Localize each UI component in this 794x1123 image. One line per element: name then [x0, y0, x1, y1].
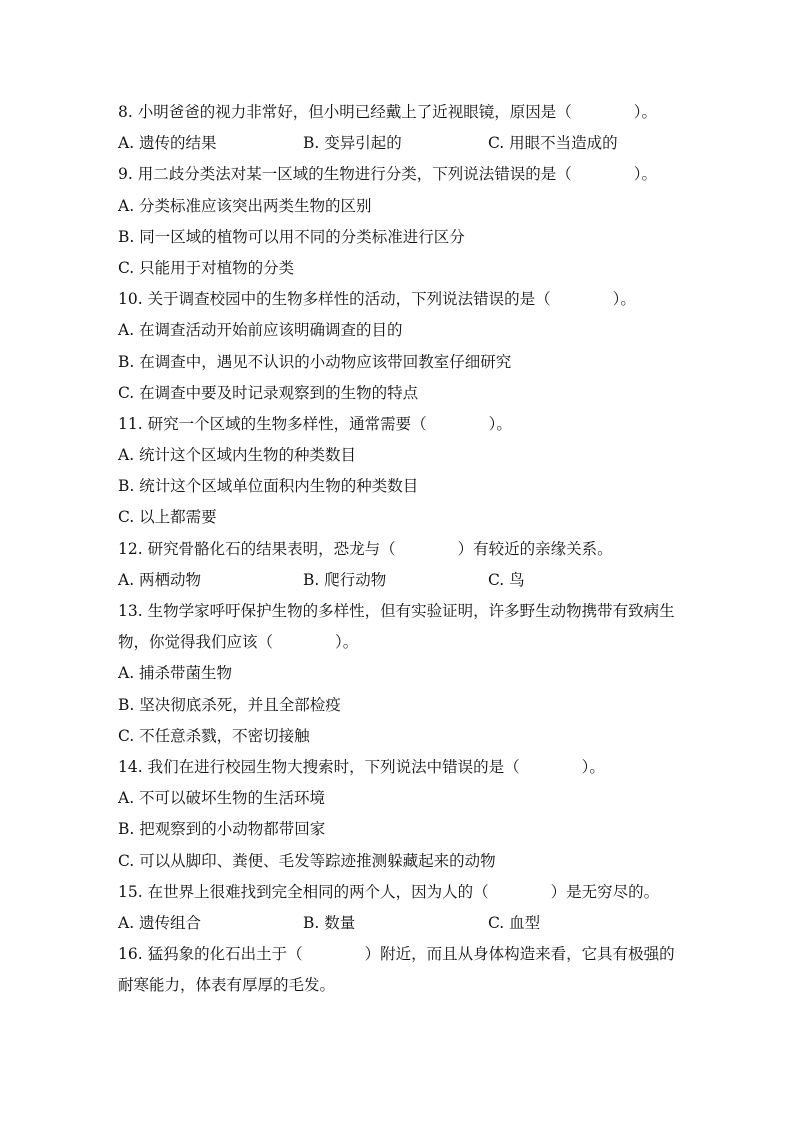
question-stem: 8. 小明爸爸的视力非常好，但小明已经戴上了近视眼镜，原因是（ ）。 — [118, 103, 657, 121]
option: A. 统计这个区域内生物的种类数目 — [118, 446, 357, 465]
option: A. 不可以破坏生物的生活环境 — [118, 789, 326, 808]
option: A. 遗传的结果 — [118, 134, 217, 153]
option: C. 只能用于对植物的分类 — [118, 258, 295, 277]
option: B. 变异引起的 — [303, 134, 402, 153]
option-row — [118, 128, 678, 159]
option: A. 在调查活动开始前应该明确调查的目的 — [118, 321, 403, 340]
option: A. 分类标准应该突出两类生物的区别 — [118, 196, 372, 215]
option: C. 在调查中要及时记录观察到的生物的特点 — [118, 383, 419, 402]
option: B. 数量 — [303, 913, 356, 932]
question-stem: 14. 我们在进行校园生物大搜索时，下列说法中错误的是（ ）。 — [118, 757, 605, 776]
question-list — [118, 97, 678, 1002]
option-row — [118, 565, 678, 596]
question-stem: 13. 生物学家呼吁保护生物的多样性，但有实验证明，许多野生动物携带有致病生物，你觉得我们应该（ ）。 — [118, 602, 675, 652]
question-stem: 11. 研究一个区域的生物多样性，通常需要（ ）。 — [118, 414, 512, 433]
option-row — [118, 908, 678, 939]
option: B. 坚决彻底杀死，并且全部检疫 — [118, 695, 341, 714]
question-stem: 10. 关于调查校园中的生物多样性的活动，下列说法错误的是（ ）。 — [118, 290, 636, 309]
question-stem: 9. 用二歧分类法对某一区域的生物进行分类，下列说法错误的是（ ）。 — [118, 165, 657, 184]
option: B. 同一区域的植物可以用不同的分类标准进行区分 — [118, 227, 465, 246]
option: C. 用眼不当造成的 — [488, 134, 618, 153]
option: C. 可以从脚印、粪便、毛发等踪迹推测躲藏起来的动物 — [118, 851, 496, 870]
option: B. 统计这个区域单位面积内生物的种类数目 — [118, 477, 419, 496]
question-stem: 15. 在世界上很难找到完全相同的两个人，因为人的（ ）是无穷尽的。 — [118, 882, 660, 901]
option: B. 把观察到的小动物都带回家 — [118, 820, 326, 839]
option: C. 血型 — [488, 913, 541, 932]
option: A. 两栖动物 — [118, 570, 202, 589]
option: C. 以上都需要 — [118, 508, 217, 527]
question-stem: 12. 研究骨骼化石的结果表明，恐龙与（ ）有较近的亲缘关系。 — [118, 539, 613, 558]
option: C. 不任意杀戮，不密切接触 — [118, 726, 310, 745]
option: B. 爬行动物 — [303, 570, 387, 589]
option: A. 遗传组合 — [118, 913, 202, 932]
option: C. 鸟 — [488, 570, 525, 589]
question-stem: 16. 猛犸象的化石出土于（ ）附近，而且从身体构造来看，它具有极强的耐寒能力，体表有厚厚的毛发。 — [118, 945, 675, 995]
option: A. 捕杀带菌生物 — [118, 664, 233, 683]
option: B. 在调查中，遇见不认识的小动物应该带回教室仔细研究 — [118, 352, 512, 371]
